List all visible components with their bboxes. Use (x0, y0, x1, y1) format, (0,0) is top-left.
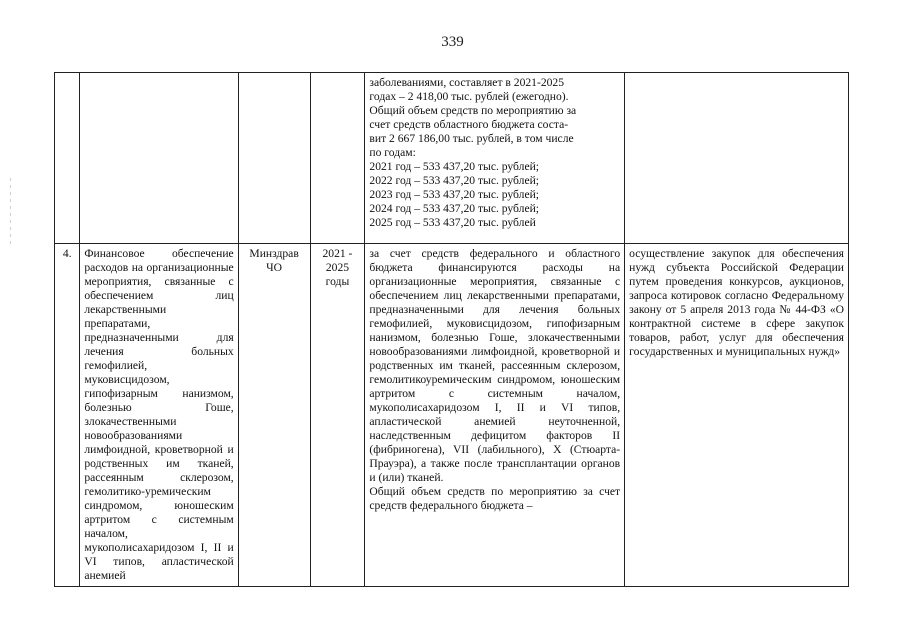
cell-name-empty (80, 73, 238, 244)
financing-line: счет средств областного бюджета соста- (369, 118, 569, 131)
cell-financing-continuation (365, 73, 625, 244)
cell-financing (365, 244, 625, 587)
financing-line-2024: 2024 год – 533 437,20 тыс. рублей; (369, 202, 540, 215)
financing-line-2021: 2021 год – 533 437,20 тыс. рублей; (369, 160, 540, 173)
financing-line: вит 2 667 186,00 тыс. рублей, в том числе (369, 132, 574, 145)
cell-result-empty (625, 73, 849, 244)
table-row-item-4 (55, 244, 849, 587)
table-row-continuation (55, 73, 849, 244)
financing-line-2023: 2023 год – 533 437,20 тыс. рублей; (369, 188, 540, 201)
financing-line: заболеваниями, составляет в 2021-2025 (369, 76, 565, 89)
financing-line-2022: 2022 год – 533 437,20 тыс. рублей; (369, 174, 540, 187)
financing-line: годах – 2 418,00 тыс. рублей (ежегодно). (369, 90, 569, 103)
page-number: 339 (441, 34, 464, 50)
cell-executor-empty (238, 73, 310, 244)
cell-number-empty (55, 73, 80, 244)
financing-paragraph: за счет средств федерального и областного бюджета финансируются расходы на организационные мероприятия, связанные с обеспечением лиц лекарственными препаратами, предназначенными для лечения больных гемофилией, муковисцидозом, гипофизарным нанизмом, болезнью Гоше, злокачественными новообразованиями лимфоидной, кроветворной и родственных им тканей, рассеянным склерозом, гемолитикоуремическим синдромом, юношеским артритом с системным началом, мукополисахаридозом I, II и VI типов, апластической анемией неуточненной, наследственным дефицитом факторов II (фибриногена), VII (лабильного), X (Стюарта-Прауэра), а также после трансплантации органов и (или) тканей. (369, 247, 621, 484)
scan-margin-mark (10, 178, 11, 248)
program-activities-table (54, 72, 849, 587)
cell-activity-name: Финансовое обеспечение расходов на организационные мероприятия, связанные с обеспечением лиц лекарственными препаратами, предназначенными для лечения больных гемофилией, муковисцидозом, гипофизарным нанизмом, болезнью Гоше, злокачественными новообразованиями лимфоидной, кроветворной и родственных им тканей, рассеянным склерозом, гемолитико-уремическим синдромом, юношеским артритом с системным началом, мукополисахаридозом I, II и VI типов, апластической анемией (80, 244, 238, 587)
cell-item-number: 4. (55, 244, 80, 587)
financing-line: Общий объем средств по мероприятию за (369, 104, 577, 117)
cell-expected-result: осуществление закупок для обеспечения нужд субъекта Российской Федерации путем проведения конкурсов, аукционов, запроса котировок согласно Федеральному закону от 5 апреля 2013 года № 44-ФЗ «О контрактной системе в сфере закупок товаров, работ, услуг для обеспечения государственных и муниципальных нужд» (625, 244, 849, 587)
cell-executor: Минздрав ЧО (238, 244, 310, 587)
financing-total-paragraph: Общий объем средств по мероприятию за счет средств федерального бюджета – (369, 485, 621, 512)
cell-term-empty (310, 73, 365, 244)
financing-line: по годам: (369, 146, 416, 159)
financing-line-2025: 2025 год – 533 437,20 тыс. рублей (369, 216, 536, 229)
cell-term: 2021 - 2025 годы (310, 244, 365, 587)
